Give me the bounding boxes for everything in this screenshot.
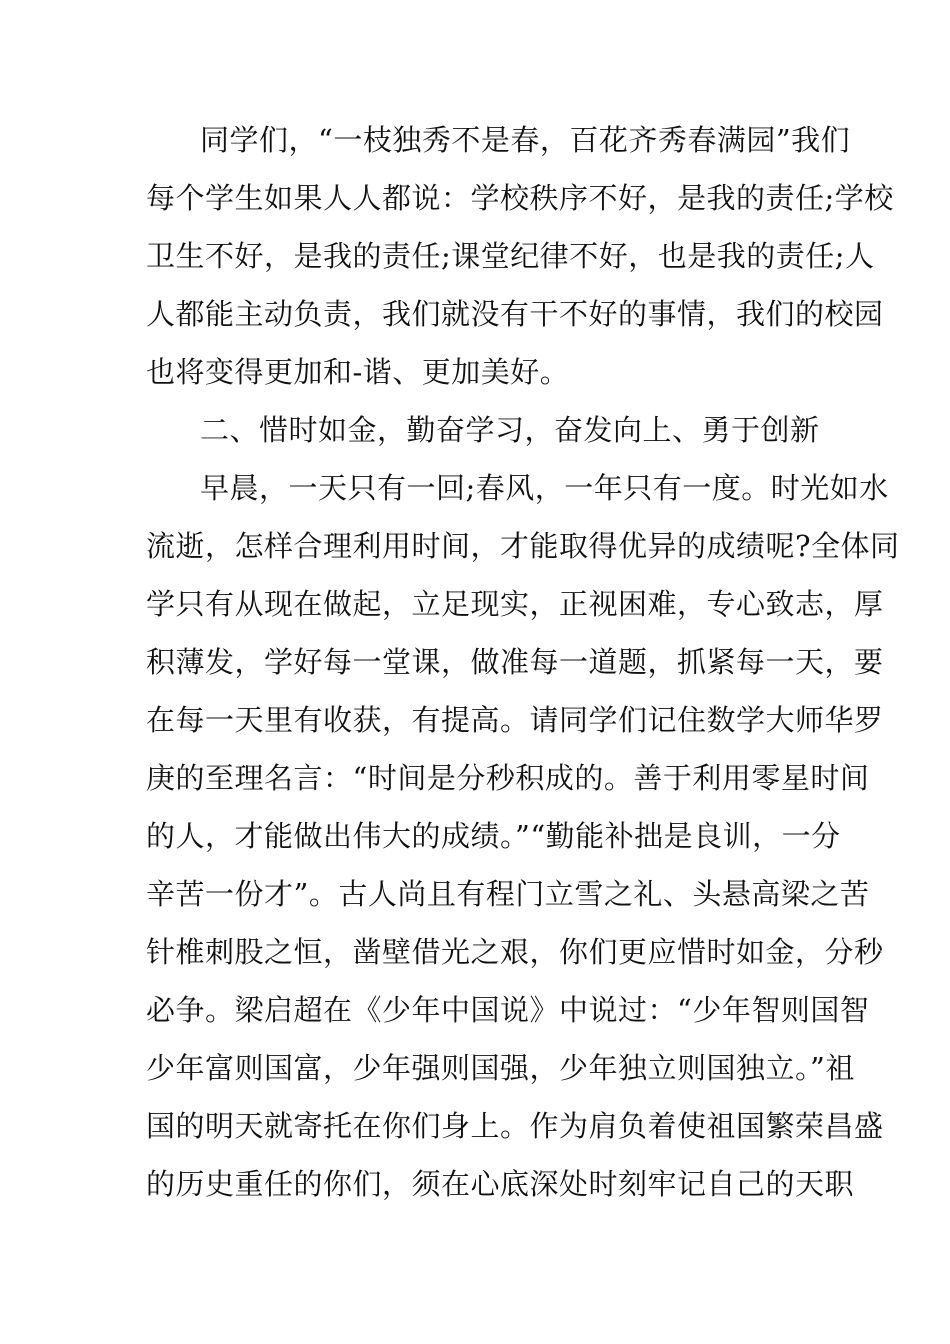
text-line: 也将变得更加和-谐、更加美好。 — [146, 355, 570, 389]
text-line: 卫生不好，是我的责任;课堂纪律不好，也是我的责任;人 — [146, 239, 875, 273]
text-line: 少年富则国富，少年强则国强，少年独立则国独立。”祖 — [146, 1051, 855, 1085]
text-line: 人都能主动负责，我们就没有干不好的事情，我们的校园 — [146, 297, 884, 331]
text-line: 每个学生如果人人都说：学校秩序不好，是我的责任;学校 — [146, 181, 894, 215]
text-line: 在每一天里有收获，有提高。请同学们记住数学大师华罗 — [146, 703, 884, 737]
text-line: 学只有从现在做起，立足现实，正视困难，专心致志，厚 — [146, 587, 884, 621]
text-line: 庚的至理名言：“时间是分秒积成的。善于利用零星时间 — [146, 761, 870, 795]
text-line: 的历史重任的你们，须在心底深处时刻牢记自己的天职 — [146, 1167, 855, 1201]
section-heading-2 — [146, 401, 820, 459]
text-line: 辛苦一份才”。古人尚且有程门立雪之礼、头悬高梁之苦 — [146, 877, 870, 911]
text-line: 国的明天就寄托在你们身上。作为肩负着使祖国繁荣昌盛 — [146, 1109, 884, 1143]
text-line: 必争。梁启超在《少年中国说》中说过：“少年智则国智 — [146, 993, 870, 1027]
paragraph-2 — [146, 459, 900, 1213]
text-line: 积薄发，学好每一堂课，做准每一道题，抓紧每一天，要 — [146, 645, 884, 679]
section-heading: 二、惜时如金，勤奋学习，奋发向上、勇于创新 — [200, 413, 820, 447]
text-line: 的人，才能做出伟大的成绩。”“勤能补拙是良训，一分 — [146, 819, 841, 853]
text-line: 同学们，“一枝独秀不是春，百花齐秀春满园”我们 — [200, 123, 851, 157]
document-body — [146, 111, 900, 1213]
text-line: 流逝，怎样合理利用时间，才能取得优异的成绩呢?全体同 — [146, 529, 900, 563]
text-line: 针椎刺股之恒，凿壁借光之艰，你们更应惜时如金，分秒 — [146, 935, 884, 969]
paragraph-1 — [146, 111, 894, 401]
text-line: 早晨，一天只有一回;春风，一年只有一度。时光如水 — [200, 471, 889, 505]
